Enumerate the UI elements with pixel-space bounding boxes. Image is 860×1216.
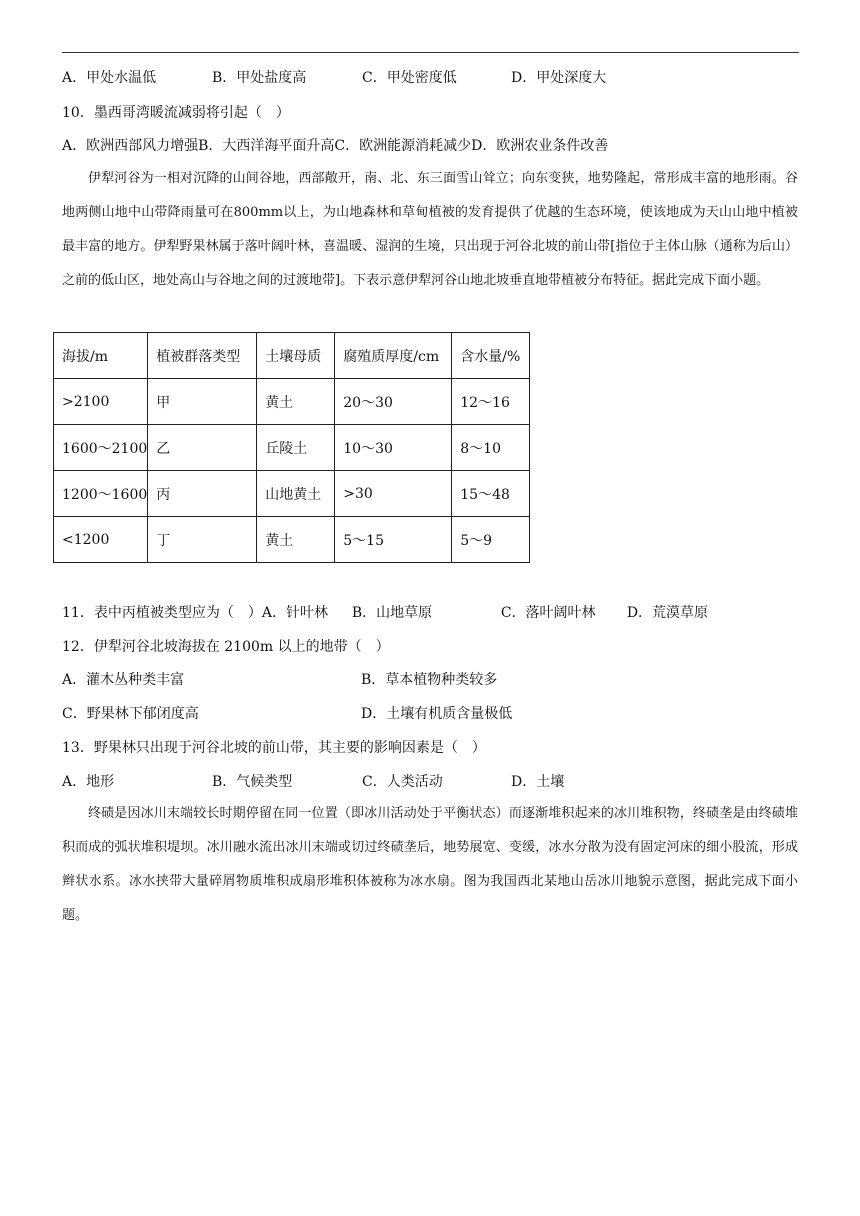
table-header-cell: 含水量/%	[452, 333, 530, 379]
table-header-cell: 土壤母质	[257, 333, 335, 379]
q12-option-c: C．野果林下郁闭度高	[62, 706, 199, 722]
q9-option-a: A．甲处水温低	[62, 70, 157, 86]
table-header-cell: 植被群落类型	[148, 333, 257, 379]
q11-option-a: A．针叶林	[261, 605, 328, 621]
q13-option-d: D．土壤	[511, 774, 565, 790]
q10-option-c: C．欧洲能源消耗减少	[334, 138, 472, 154]
table-cell: 乙	[148, 425, 257, 471]
table-cell: 10～30	[335, 425, 452, 471]
table-cell: <1200	[54, 517, 148, 563]
table-cell: 1200～1600	[54, 471, 148, 517]
q10-option-a: A．欧洲西部风力增强	[62, 138, 199, 154]
q12-option-d: D．土壤有机质含量极低	[361, 706, 513, 722]
table-cell: 1600～2100	[54, 425, 148, 471]
vegetation-table	[53, 332, 530, 563]
table-row	[54, 425, 530, 471]
table-cell: 5～9	[452, 517, 530, 563]
q11	[62, 603, 708, 623]
q9-option-c: C．甲处密度低	[362, 70, 457, 86]
passage-glacier: 终碛是因冰川末端较长时期停留在同一位置（即冰川活动处于平衡状态）而逐渐堆积起来的冰川堆积物，终碛垄是由终碛堆积而成的弧状堆积堤坝。冰川融水流出冰川末端或切过终碛垄后，地势展宽、变缓，冰水分散为没有固定河床的细小股流，形成辫状水系。冰水挟带大量碎屑物质堆积成扇形堆积体被称为冰水扇。图为我国西北某地山岳冰川地貌示意图，据此完成下面小题。	[62, 806, 798, 923]
table-cell: 丙	[148, 471, 257, 517]
q10-options	[62, 136, 608, 156]
q11-option-d: D．荒漠草原	[626, 605, 709, 621]
q13-option-b: B．气候类型	[212, 774, 293, 790]
table-cell: 黄土	[257, 379, 335, 425]
q9-option-b: B．甲处盐度高	[212, 70, 307, 86]
table-cell: 15～48	[452, 471, 530, 517]
table-cell: 12～16	[452, 379, 530, 425]
q10-stem: 10．墨西哥湾暖流减弱将引起（ ）	[62, 105, 290, 121]
q9-option-d: D．甲处深度大	[511, 70, 607, 86]
q10-option-d: D．欧洲农业条件改善	[471, 138, 609, 154]
table-cell: 20～30	[335, 379, 452, 425]
q13-option-c: C．人类活动	[362, 774, 443, 790]
table-cell: 丁	[148, 517, 257, 563]
q12-options-row1	[62, 670, 497, 690]
table-cell: 5～15	[335, 517, 452, 563]
table-row	[54, 471, 530, 517]
q13-option-a: A．地形	[62, 774, 115, 790]
q13-options	[62, 772, 564, 792]
table-cell: 8～10	[452, 425, 530, 471]
q11-stem: 11．表中丙植被类型应为（ ）	[62, 605, 262, 621]
passage-ili-valley: 伊犁河谷为一相对沉降的山间谷地，西部敞开，南、北、东三面雪山耸立；向东变狭，地势隆起，常形成丰富的地形雨。谷地两侧山地中山带降雨量可在800mm以上，为山地森林和草甸植被的发育提供了优越的生态环境，使该地成为天山山地中植被最丰富的地方。伊犁野果林属于落叶阔叶林，喜温暖、湿润的生境，只出现于河谷北坡的前山带[指位于主体山脉（通称为后山）之前的低山区，地处高山与谷地之间的过渡地带]。下表示意伊犁河谷山地北坡垂直地带植被分布特征。据此完成下面小题。	[62, 171, 798, 288]
header-rule	[62, 52, 799, 53]
q12-option-a: A．灌木丛种类丰富	[62, 672, 185, 688]
table-header-row	[54, 333, 530, 379]
q11-option-c: C．落叶阔叶林	[500, 605, 596, 621]
table-cell: 山地黄土	[257, 471, 335, 517]
table-row	[54, 517, 530, 563]
q13-stem: 13．野果林只出现于河谷北坡的前山带，其主要的影响因素是（ ）	[62, 740, 486, 756]
table-cell: >2100	[54, 379, 148, 425]
q9-options	[62, 68, 606, 88]
q12-options-row2	[62, 704, 512, 724]
table-header-cell: 腐殖质厚度/cm	[335, 333, 452, 379]
table-cell: 丘陵土	[257, 425, 335, 471]
table-cell: 甲	[148, 379, 257, 425]
table-cell: >30	[335, 471, 452, 517]
q12-option-b: B．草本植物种类较多	[361, 672, 498, 688]
table-row	[54, 379, 530, 425]
table-cell: 黄土	[257, 517, 335, 563]
q11-option-b: B．山地草原	[351, 605, 433, 621]
table-header-cell: 海拔/m	[54, 333, 148, 379]
q12-stem: 12．伊犁河谷北坡海拔在 2100m 以上的地带（ ）	[62, 639, 390, 655]
q10-option-b: B．大西洋海平面升高	[198, 138, 335, 154]
